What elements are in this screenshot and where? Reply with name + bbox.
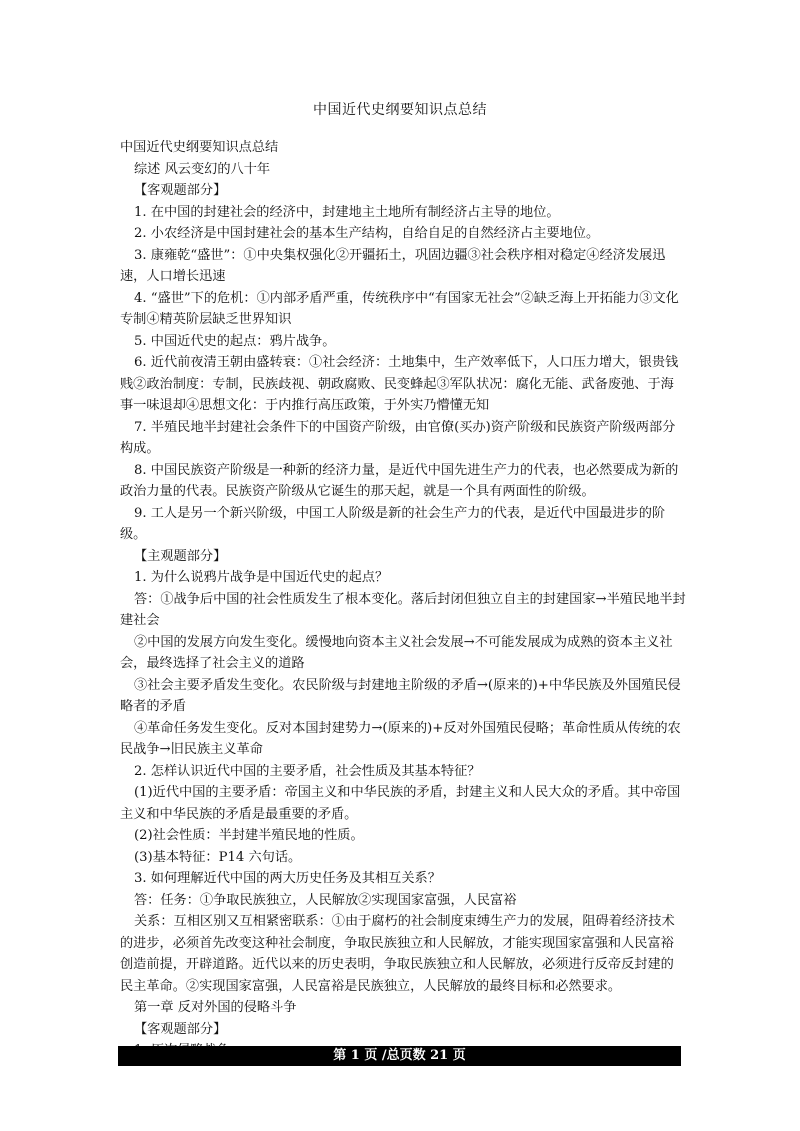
section-heading: 中国近代史纲要知识点总结 <box>120 140 279 155</box>
paragraph: 5. 中国近代史的起点：鸦片战争。 <box>134 333 336 349</box>
paragraph: 1. 在中国的封建社会的经济中，封建地主土地所有制经济占主导的地位。 <box>134 204 560 220</box>
chapter-heading: 第一章 反对外国的侵略斗争 <box>134 1000 297 1015</box>
paragraph: 2. 小农经济是中国封建社会的基本生产结构，自给自足的自然经济占主要地位。 <box>134 226 600 241</box>
answer: ④革命任务发生变化。反对本国封建势力→(原来的)+反对外国殖民侵略；革命性质从传统的农民战争→旧民族主义革命 <box>120 720 681 757</box>
document-body <box>120 137 686 1062</box>
answer: (3)基本特征：P14 六句话。 <box>134 849 302 865</box>
page-footer: 第 1 页 /总页数 21 页 <box>118 1046 681 1066</box>
answer: 答：任务：①争取民族独立，人民解放②实现国家富强，人民富裕 <box>134 892 517 908</box>
question: 2. 怎样认识近代中国的主要矛盾，社会性质及其基本特征？ <box>134 763 481 779</box>
paragraph: 9. 工人是另一个新兴阶级，中国工人阶级是新的社会生产力的代表，是近代中国最进步的阶级。 <box>120 505 666 542</box>
paragraph: 7. 半殖民地半封建社会条件下的中国资产阶级，由官僚(买办)资产阶级和民族资产阶级两部分构成。 <box>120 419 676 456</box>
answer: 关系：互相区别又互相紧密联系：①由于腐朽的社会制度束缚生产力的发展，阻碍着经济技术的进步，必须首先改变这种社会制度，争取民族独立和人民解放，才能实现国家富强和人民富裕创造前提，开辟道路。近代以来的历史表明，争取民族独立和人民解放，必须进行反帝反封建的民主革命。②实现国家富强，人民富裕是民族独立，人民解放的最终目标和必然要求。 <box>120 914 675 994</box>
document-title: 中国近代史纲要知识点总结 <box>313 102 487 118</box>
paragraph: 4. “盛世”下的危机：①内部矛盾严重，传统秩序中“有国家无社会”②缺乏海上开拓能力③文化专制④精英阶层缺乏世界知识 <box>120 290 679 327</box>
answer: ②中国的发展方向发生变化。缓慢地向资本主义社会发展→不可能发展成为成熟的资本主义社会，最终选择了社会主义的道路 <box>120 634 673 671</box>
section-label: 【客观题部分】 <box>134 1021 227 1037</box>
answer: 答：①战争后中国的社会性质发生了根本变化。落后封闭但独立自主的封建国家→半殖民地半封建社会 <box>120 591 686 628</box>
question: 1. 为什么说鸦片战争是中国近代史的起点？ <box>134 570 389 585</box>
paragraph: 3. 康雍乾“盛世”：①中央集权强化②开疆拓土，巩固边疆③社会秩序相对稳定④经济发展迅速，人口增长迅速 <box>120 247 666 284</box>
question: 3. 如何理解近代中国的两大历史任务及其相互关系？ <box>134 871 441 886</box>
chapter-heading: 综述 风云变幻的八十年 <box>134 161 271 177</box>
section-label: 【客观题部分】 <box>134 183 227 198</box>
answer: ③社会主要矛盾发生变化。农民阶级与封建地主阶级的矛盾→(原来的)+中华民族及外国殖民侵略者的矛盾 <box>120 677 681 714</box>
paragraph: 8. 中国民族资产阶级是一种新的经济力量，是近代中国先进生产力的代表，也必然要成为新的政治力量的代表。民族资产阶级从它诞生的那天起，就是一个具有两面性的阶级。 <box>120 462 679 499</box>
section-label: 【主观题部分】 <box>134 548 227 564</box>
answer: (1)近代中国的主要矛盾：帝国主义和中华民族的矛盾，封建主义和人民大众的矛盾。其中帝国主义和中华民族的矛盾是最重要的矛盾。 <box>120 785 681 822</box>
paragraph: 6. 近代前夜清王朝由盛转衰：①社会经济：土地集中，生产效率低下，人口压力增大，银贵钱贱②政治制度：专制，民族歧视、朝政腐败、民变蜂起③军队状况：腐化无能、武备废弛、于海事一味退却④思想文化：于内推行高压政策，于外实乃懵懂无知 <box>120 355 679 413</box>
answer: (2)社会性质：半封建半殖民地的性质。 <box>134 828 364 843</box>
